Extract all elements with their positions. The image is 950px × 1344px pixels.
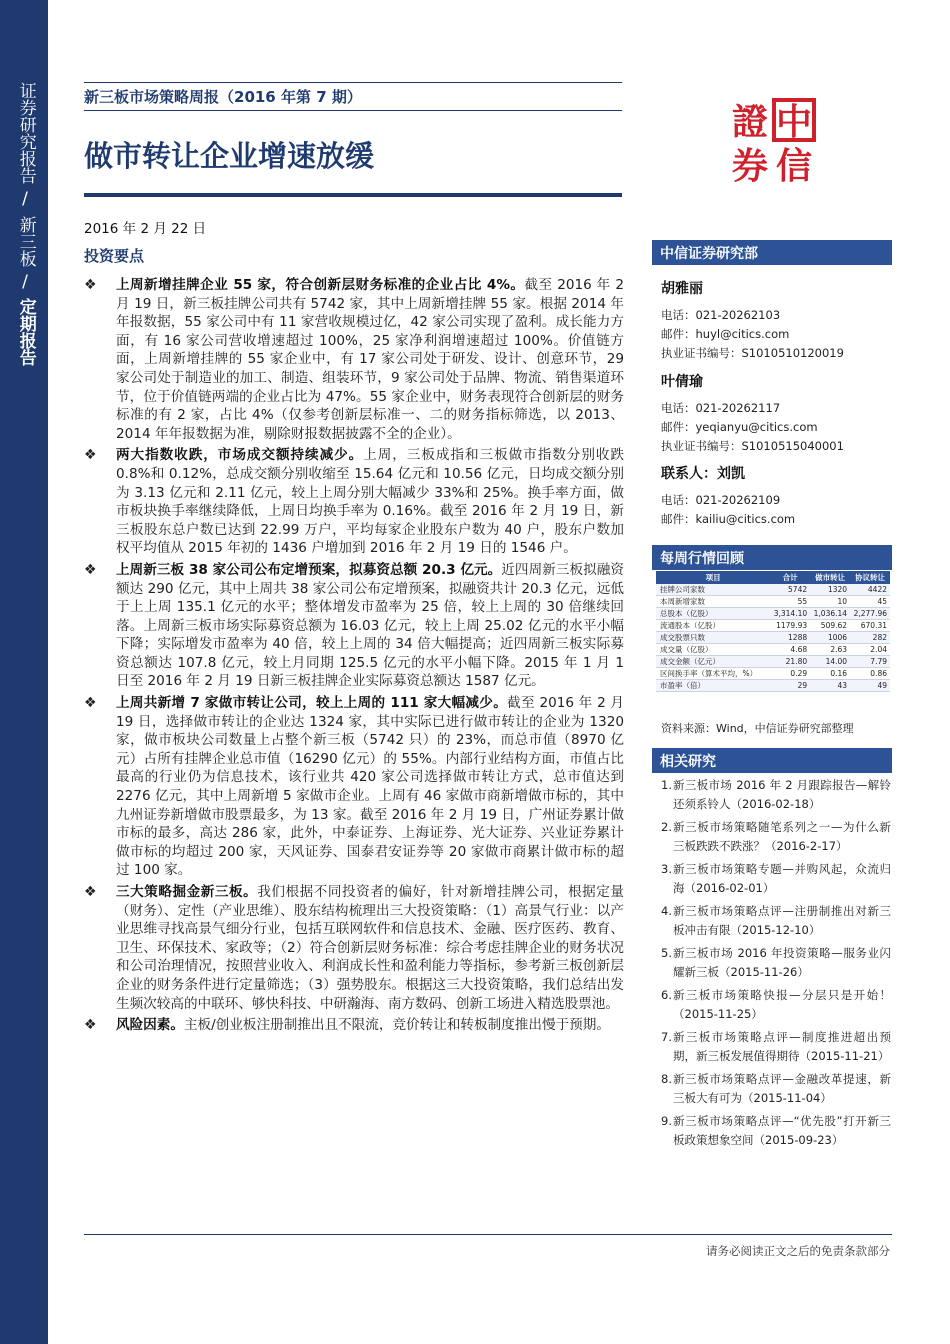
list-number: 8. [661,1072,672,1086]
logo-char-1: 證 [731,102,769,143]
section-heading: 投资要点 [84,247,145,265]
key-point-lead: 三大策略掘金新三板。 [116,884,258,900]
related-research-item[interactable] [661,1070,891,1107]
header-rule-mid [84,110,622,111]
table-header: 项目 [656,571,770,584]
related-research-item[interactable] [661,860,891,897]
table-cell: 49 [850,680,890,692]
analyst-email[interactable]: 邮件：huyl@citics.com [661,327,790,341]
list-number: 9. [661,1114,672,1128]
report-series: 新三板市场策略周报（2016 年第 7 期） [84,88,362,106]
side-label [10,82,40,366]
table-header: 合计 [770,571,810,584]
table-row [656,644,890,656]
weekly-market-table [656,571,890,692]
table-row-label: 区间换手率（算术平均，%） [656,668,770,680]
table-cell: 29 [770,680,810,692]
table-cell: 4422 [850,584,890,596]
table-cell: 282 [850,632,890,644]
table-cell: 1288 [770,632,810,644]
related-research-title: 新三板市场策略快报—分层只是开始！（2015-11-25） [673,988,891,1021]
key-point-lead: 风险因素。 [116,1017,184,1034]
related-research-title: 新三板市场策略点评—制度推进超出预期，新三板发展值得期待（2015-11-21） [673,1030,891,1063]
table-cell: 7.79 [850,656,890,668]
key-point-5 [84,883,624,1013]
table-cell: 2.04 [850,644,890,656]
side-sep-2: / [22,271,28,292]
side-line-3: 定期报告 [15,298,36,366]
diamond-bullet-icon: ❖ [84,277,97,293]
table-cell: 0.16 [810,668,850,680]
table-cell: 670.31 [850,620,890,632]
table-row [656,608,890,620]
key-points [84,276,624,1038]
weekly-rule [652,569,892,570]
contact-email[interactable]: 邮件：kailiu@citics.com [661,512,796,526]
contact-name: 联系人：刘凯 [661,466,745,482]
related-research-title: 新三板市场策略随笔系列之一—为什么新三板跌跌不跌涨？（2016-2-17） [673,820,891,853]
table-row-label: 本周新增家数 [656,596,770,608]
table-cell: 1179.93 [770,620,810,632]
key-point-text: 截至 2016 年 2 月 19 日，新三板挂牌公司共有 5742 家，其中上周新增挂牌 55 家。根据 2014 年年报数据，55 家公司中有 11 家营收规模过亿，42 家公司实现了盈利。成长能力方面，有 16 家公司营收增速超过 100%，25 家净利润增速超过 100%。价值链方面，上周新增挂牌的 55 家企业中，有 17 家公司处于研发、设计、创意环节，29 家公司处于制造业的加工、制造、组装环节，9 家公司处于品牌、物流、销售渠道环节，位于价值链两端的企业占比为 47%。55 家企业中，财务表现符合创新层的财务标准的有 2 家，占比 4%（仅参考创新层标准一、二的财务指标筛选，以 2013、2014 年年报数据为准，剔除财报数据披露不全的企业）。 [116,277,624,442]
table-cell: 21.80 [770,656,810,668]
dept-heading: 中信证券研究部 [652,240,892,264]
related-research-title: 新三板市场策略点评—金融改革提速，新三板大有可为（2015-11-04） [673,1072,891,1105]
report-date: 2016 年 2 月 22 日 [84,221,207,237]
key-point-lead: 上周新增挂牌企业 55 家，符合创新层财务标准的企业占比 4%。 [116,277,525,293]
page-title: 做市转让企业增速放缓 [84,139,375,173]
related-research-title: 新三板市场 2016 年投资策略—服务业闪耀新三板（2015-11-26） [673,946,891,979]
weekly-heading: 每周行情回顾 [652,545,892,569]
key-point-3 [84,561,624,691]
table-row [656,668,890,680]
table-row [656,584,890,596]
analyst-card [661,278,891,363]
contact-card [661,463,891,529]
related-research-item[interactable] [661,902,891,939]
key-point-text: 截至 2016 年 2 月 19 日，选择做市转让的企业达 1324 家，其中实际已进行做市转让的企业为 1320 家，做市板块公司数量上占整个新三板（5742 只）的 23%，而总市值（8970 亿元）占所有挂牌企业总市值（16290 亿元）的 55%。内部行业结构方面，市值占比最高的行业仍为信息技术，该行业共 420 家公司选择做市转让方式，总市值达到 2276 亿元，其中上周新增 5 家做市企业。上周有 46 家做市商新增做市标的，其中九州证券新增做市股票最多，为 13 家。截至 2016 年 2 月 19 日，广州证券累计做市标的最多，高达 286 家，此外，中泰证券、上海证券、光大证券、兴业证券累计做市标的均超过 200 家，天风证券、国泰君安证券等 20 家做市商累计做市标的超过 100 家。 [116,695,624,879]
analyst-phone: 电话：021-20262117 [661,401,781,415]
related-research-item[interactable] [661,818,891,855]
header-rule-top [84,82,622,83]
diamond-bullet-icon: ❖ [84,447,97,464]
table-row-label: 成交量（亿股） [656,644,770,656]
analyst-cert: 执业证书编号：S1010515040001 [661,439,844,453]
related-research-item[interactable] [661,986,891,1023]
table-row [656,620,890,632]
table-row-label: 成交金额（亿元） [656,656,770,668]
list-number: 4. [661,904,672,918]
table-cell: 0.29 [770,668,810,680]
logo-char-4: 信 [775,146,813,186]
list-number: 3. [661,862,672,876]
table-header: 做市转让 [810,571,850,584]
related-research-title: 新三板市场策略点评—注册制推出对新三板冲击有限（2015-12-10） [673,904,891,937]
table-cell: 45 [850,596,890,608]
analyst-name: 胡雅丽 [661,281,703,297]
table-row [656,680,890,692]
list-number: 7. [661,1030,672,1044]
table-cell: 43 [810,680,850,692]
analyst-phone: 电话：021-20262103 [661,308,781,322]
citic-securities-logo [728,96,818,186]
table-cell: 2.63 [810,644,850,656]
analyst-cert: 执业证书编号：S1010510120019 [661,346,844,360]
key-point-text: 上周，三板成指和三板做市指数分别收跌 0.8%和 0.12%，总成交额分别收缩至 15.64 亿元和 10.56 亿元，日均成交额分别为 3.13 亿元和 2.11 亿元，较上上周分别大幅减少 33%和 25%。换手率方面，做市板块换手率继续降低，上周日均换手率为 0.16%。截至 2016 年 2 月 19 日，新三板股东总户数已达到 22.99 万户，平均每家企业股东户数为 40 户，股东户数加权平均值从 2015 年初的 1436 户增加到 2016 年 2 月 19 日的 1546 户。 [116,447,624,557]
table-cell: 3,314.10 [770,608,810,620]
related-research-item[interactable] [661,944,891,981]
disclaimer-note: 请务必阅读正文之后的免责条款部分 [706,1244,890,1258]
diamond-bullet-icon: ❖ [84,1017,97,1034]
related-rule [652,772,892,773]
side-line-2: 新三板 [15,215,36,267]
related-research-item[interactable] [661,1028,891,1065]
analyst-name: 叶倩瑜 [661,374,703,390]
table-row-label: 总股本（亿股） [656,608,770,620]
contact-phone: 电话：021-20262109 [661,493,781,507]
key-point-6 [84,1016,624,1035]
side-sep-1: / [22,189,28,209]
table-row-label: 市盈率（倍） [656,680,770,692]
table-cell: 2,277.96 [850,608,890,620]
table-row [656,596,890,608]
related-research-item[interactable] [661,1112,891,1149]
list-number: 1. [661,778,672,792]
logo-char-2: 中 [775,102,813,143]
diamond-bullet-icon: ❖ [84,884,97,900]
related-research-title: 新三板市场策略点评—“优先股”打开新三板政策想象空间（2015-09-23） [673,1114,891,1147]
key-point-lead: 两大指数收跌，市场成交额持续减少。 [116,447,364,464]
table-cell: 14.00 [810,656,850,668]
logo-char-3: 券 [731,146,769,186]
related-research-item[interactable] [661,776,891,813]
key-point-lead: 上周新三板 38 家公司公布定增预案，拟募资总额 20.3 亿元。 [116,561,502,578]
related-heading: 相关研究 [652,748,892,772]
related-research-title: 新三板市场策略专题—并购风起，众流归海（2016-02-01） [673,862,891,895]
table-row-label: 挂牌公司家数 [656,584,770,596]
table-cell: 509.62 [810,620,850,632]
diamond-bullet-icon: ❖ [84,695,97,712]
list-number: 5. [661,946,672,960]
table-cell: 1320 [810,584,850,596]
table-cell: 10 [810,596,850,608]
related-research-title: 新三板市场 2016 年 2 月跟踪报告—解铃还须系铃人（2016-02-18） [673,778,891,811]
table-row-label: 流通股本（亿股） [656,620,770,632]
table-cell: 1,036.14 [810,608,850,620]
list-number: 6. [661,988,672,1002]
key-point-text: 我们根据不同投资者的偏好，针对新增挂牌公司，根据定量（财务）、定性（产业思维）、股东结构梳理出三大投资策略：（1）高景气行业：以产业思维寻找高景气细分行业，包括互联网软件和信息技术、金融、医疗医药、教育、卫生、环保技术、家政等；（2）符合创新层财务标准：综合考虑挂牌企业的财务状况和公司治理情况，按照营业收入、利润成长性和盈利能力等指标，参考新三板创新层企业的财务条件进行定量筛选；（3）强势股东。根据这三大投资策略，我们总结出发生频次较高的中联环、够快科技、中研瀚海、南方数码、创新工场进入精选股票池。 [116,884,625,1012]
key-point-text: 主板/创业板注册制推出且不限流，竞价转让和转板制度推出慢于预期。 [183,1017,610,1034]
footer-rule [84,1234,892,1235]
key-point-4 [84,694,624,880]
diamond-bullet-icon: ❖ [84,561,97,578]
related-research-list [661,776,891,1154]
table-cell: 55 [770,596,810,608]
side-line-1: 证券研究报告 [15,82,36,184]
list-number: 2. [661,820,672,834]
key-point-1 [84,276,624,443]
table-cell: 0.86 [850,668,890,680]
table-cell: 1006 [810,632,850,644]
key-point-text: 近四周新三板拟融资额达 290 亿元，其中上周共 38 家公司公布定增预案，拟融资共计 20.3 亿元，远低于上上周 135.1 亿元的水平；整体增发市盈率为 25 倍，较上上周的 30 倍继续回落。上周新三板市场实际募资总额为 16.03 亿元，较上上周 25.02 亿元的水平小幅下降；实际增发市盈率为 40 倍，较上上周的 34 倍大幅提高；近四周新三板实际募资总额达 107.8 亿元，较上月同期 125.5 亿元的水平小幅下降。2015 年 1 月 1 日至 2016 年 2 月 19 日新三板挂牌企业实际募资总额达 1587 亿元。 [116,561,625,690]
table-row [656,632,890,644]
key-point-lead: 上周共新增 7 家做市转让公司，较上上周的 111 家大幅减少。 [116,695,508,712]
table-source: 资料来源：Wind，中信证券研究部整理 [661,722,854,735]
dept-rule [652,264,892,265]
table-cell: 4.68 [770,644,810,656]
table-cell: 5742 [770,584,810,596]
table-header: 协议转让 [850,571,890,584]
title-rule [84,193,622,197]
table-row-label: 成交股票只数 [656,632,770,644]
table-row [656,656,890,668]
analyst-card [661,371,891,456]
key-point-2 [84,446,624,558]
analyst-email[interactable]: 邮件：yeqianyu@citics.com [661,420,818,434]
table-header-row [656,571,890,584]
